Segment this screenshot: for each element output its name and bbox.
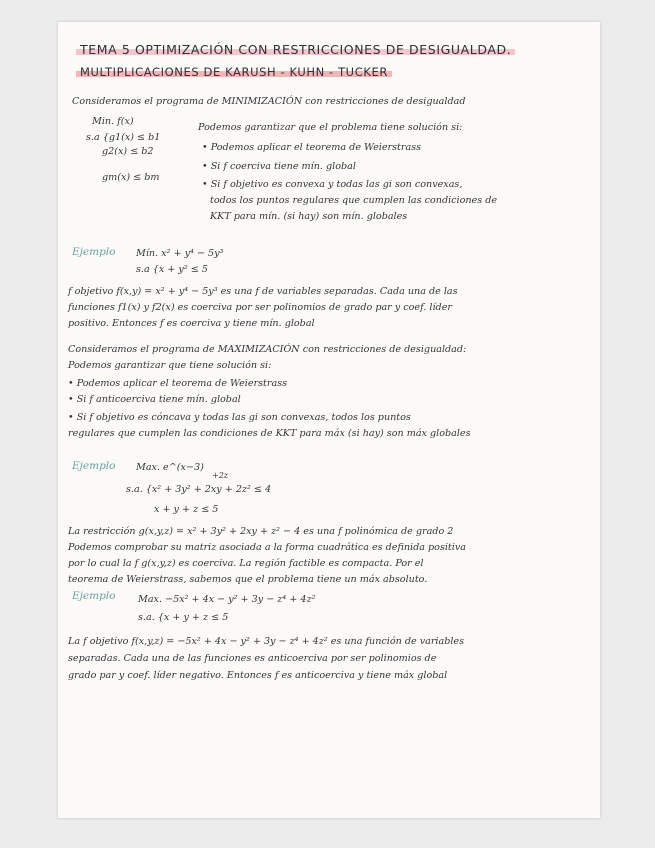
example-2-text-2: Podemos comprobar su matriz asociada a la forma cuadrática es definida positiva [68,542,466,553]
min-bullet-2: • Si f coerciva tiene mín. global [202,161,356,172]
min-bullet-3-cont-1: todos los puntos regulares que cumplen las condiciones de [210,195,498,206]
min-bullet-1: • Podemos aplicar el teorema de Weierstrass [202,142,422,153]
max-bullet-3-cont: regulares que cumplen las condiciones de KKT para máx (si hay) son máx globales [68,428,471,439]
example-2-objective: Max. e^(x−3) [136,462,204,473]
example-2-text-4: teorema de Weierstrass, sabemos que el problema tiene un máx absoluto. [68,574,428,585]
example-2-exponent-extra: +2z [212,471,229,480]
min-constraint-m: gm(x) ≤ bm [102,172,160,183]
example-1-objective: Mín. x² + y⁴ − 5y³ [136,248,224,259]
example-1-constraint: s.a {x + y² ≤ 5 [136,264,208,275]
example-3-text-1: La f objetivo f(x,y,z) = −5x² + 4x − y² + 3y − z⁴ + 4z² es una función de variables [68,636,465,647]
example-1-text-1: f objetivo f(x,y) = x² + y⁴ − 5y³ es una f de variables separadas. Cada una de las [68,286,458,297]
min-constraint-2: g2(x) ≤ b2 [102,146,154,157]
example-2-label: Ejemplo [72,460,116,472]
min-bullet-3: • Si f objetivo es convexa y todas las gi son convexas, [202,179,463,190]
example-2-text-3: por lo cual la f g(x,y,z) es coerciva. La región factible es compacta. Por el [68,558,424,569]
notebook-page [58,22,600,818]
example-3-constraint: s.a. {x + y + z ≤ 5 [138,612,229,623]
example-1-text-2: funciones f1(x) y f2(x) es coerciva por ser polinomios de grado par y coef. líder [68,302,452,313]
min-objective: Min. f(x) [92,116,134,127]
max-bullet-3: • Si f objetivo es cóncava y todas las gi son convexas, todos los puntos [68,412,411,423]
page-title-line-2: MULTIPLICACIONES DE KARUSH - KUHN - TUCKER [76,66,392,78]
max-intro-1: Consideramos el programa de MAXIMIZACIÓN con restricciones de desigualdad: [68,344,467,355]
example-2-constraint-1: s.a. {x² + 3y² + 2xy + 2z² ≤ 4 [126,484,272,495]
min-intro: Consideramos el programa de MINIMIZACIÓN con restricciones de desigualdad [72,96,466,107]
min-constraint-1: s.a {g1(x) ≤ b1 [86,132,161,143]
example-3-text-3: grado par y coef. líder negativo. Entonces f es anticoerciva y tiene máx global [68,670,448,681]
max-bullet-1: • Podemos aplicar el teorema de Weierstrass [68,378,288,389]
example-3-objective: Max. −5x² + 4x − y² + 3y − z⁴ + 4z² [138,594,316,605]
example-2-text-1: La restricción g(x,y,z) = x² + 3y² + 2xy + z² − 4 es una f polinómica de grado 2 [68,526,454,537]
max-bullet-2: • Si f anticoerciva tiene mín. global [68,394,241,405]
min-bullet-3-cont-2: KKT para mín. (si hay) son mín. globales [210,211,408,222]
max-intro-2: Podemos garantizar que tiene solución si: [68,360,272,371]
example-3-text-2: separadas. Cada una de las funciones es anticoerciva por ser polinomios de [68,653,437,664]
example-3-label: Ejemplo [72,590,116,602]
min-guarantee: Podemos garantizar que el problema tiene solución si: [198,122,463,133]
example-1-label: Ejemplo [72,246,116,258]
example-1-text-3: positivo. Entonces f es coerciva y tiene mín. global [68,318,315,329]
example-2-constraint-2: x + y + z ≤ 5 [154,504,219,515]
page-title-line-1: TEMA 5 OPTIMIZACIÓN CON RESTRICCIONES DE DESIGUALDAD. [76,44,515,56]
